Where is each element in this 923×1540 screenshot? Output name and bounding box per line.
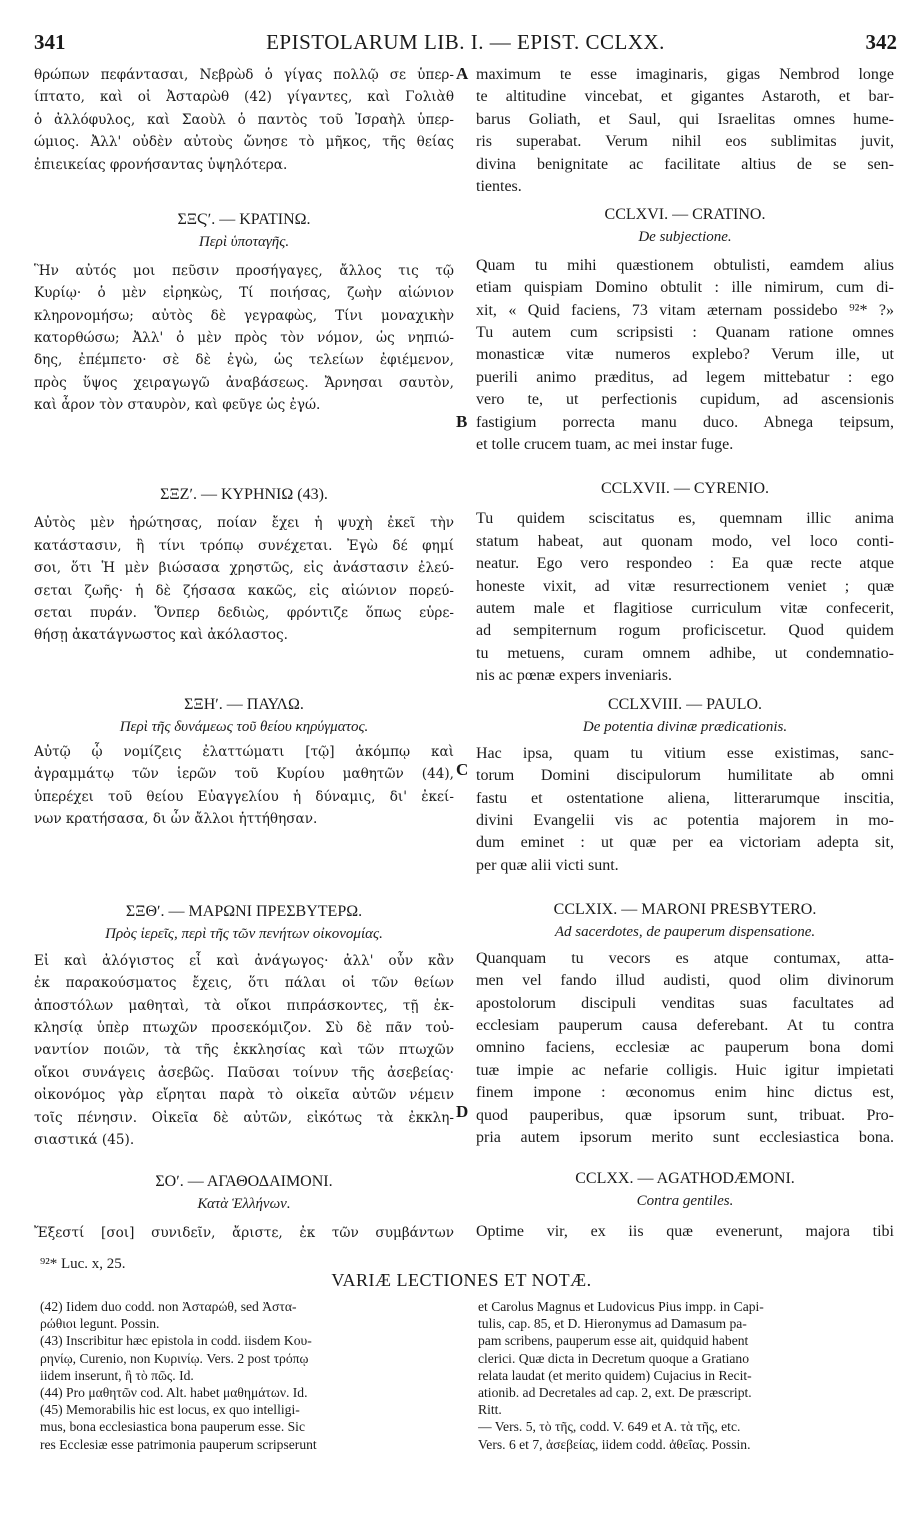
latin-epistle-270 [476, 1168, 894, 1243]
text-line: Tu quidem sciscitatus es, quemnam illic anima [476, 510, 894, 528]
text-line: ώμιος. Ἀλλ' οὐδὲν αὐτοὺς ὤνησε τὸ μῆκος, τῆς θείας [34, 134, 454, 151]
text-line: tientes. [476, 177, 522, 195]
text-line: xit, « Quid faciens, 73 vitam æternam possidebo ⁹²* ?» [476, 301, 894, 319]
running-header [34, 30, 897, 56]
text-line: κλησίᾳ ὑπὲρ πτωχῶν προσεκόμιζον. Σὺ δὲ πᾶν τοὐ- [34, 1019, 454, 1036]
text-line: Quanquam tu vecors es atque contumax, atta- [476, 949, 894, 967]
text-line: Tu autem cum scripsisti : Quanam ratione omnes [476, 323, 894, 341]
text-line: ἀποστόλων μαθηταὶ, τὰ οἴκοι πιπράσκοντες, τῇ ἐκ- [34, 997, 454, 1014]
margin-letter-c: C [456, 760, 469, 779]
text-line: Αὐτὸς μὲν ἠρώτησας, ποίαν ἔχει ἡ ψυχὴ ἐκεῖ τὴν [34, 515, 454, 532]
notes-left-column [40, 1298, 458, 1453]
text-line: puerili animo præditus, ad legem mittebatur : ego [476, 368, 894, 386]
text-line: καὶ ἆρον τὸν σταυρὸν, καὶ φεῦγε ὡς ἐγώ. [34, 397, 321, 414]
text-line: finem impone : œconomus enim hinc dictus est, [476, 1084, 894, 1102]
text-line: τοῖς πένησιν. Οἰκεῖα δὲ αὐτῶν, εἰκότως τὰ ἐκκλη- [34, 1109, 454, 1126]
greek-intro [34, 64, 454, 176]
greek-epistle-267 [34, 484, 454, 647]
latin-epistle-268 [476, 694, 894, 877]
text-line: ὁ ἀλλόφυλος, καὶ Σαοὺλ ὁ παντὸς τοῦ Ἰσραὴλ ὑπερ- [34, 111, 454, 128]
text-line: maximum te esse imaginaris, gigas Nembrod longe [476, 66, 894, 83]
text-line: divini Evangelii vis ac potentia majorem in mo- [476, 811, 894, 829]
text-line: pria autem ipsorum merito sunt ecclesiastica bona. [476, 1128, 894, 1146]
text-line: torum Domini discipulorum humilitate ab omni [476, 767, 894, 785]
text-line: ὑπερέχει τοῦ θείου Εὐαγγελίου ἡ δύναμις, δι' ἐκεί- [34, 788, 454, 805]
text-line: πρὸς ὕψος χειραγωγῶ ἀναβάσεως. Ἄρνησαι σαυτὸν, [34, 374, 454, 391]
note-line: ationib. ad Decretales ad cap. 2, ext. De præscript. [478, 1385, 752, 1401]
epistle-heading: ΣΟʹ. — ΑΓΑΘΟΔΑΙΜΟΝΙ. [155, 1173, 333, 1190]
text-line: quod pauperibus, quæ ipsorum sunt, tribuat. Pro- [476, 1106, 894, 1124]
note-line: ρηνίῳ, Curenio, non Κυρινίῳ. Vers. 2 post τρόπῳ [40, 1350, 309, 1366]
note-line: et Carolus Magnus et Ludovicus Pius impp. in Capi- [478, 1299, 764, 1314]
text-line: κληρονομήσω; αὐτὸς δὲ γεγραφὼς, Τίνι μοναχικὴν [34, 307, 454, 324]
notes-title: VARIÆ LECTIONES ET NOTÆ. [331, 1270, 592, 1290]
text-line: ναντίον ποιῶν, τὰ τῆς ἐκκλησίας καὶ τῶν πτωχῶν [34, 1042, 454, 1059]
text-line: te altitudine vincebat, et gigantes Astaroth, et bar- [476, 88, 894, 106]
text-line: οἰκονόμος γὰρ εἴρηται παρὰ τὸ οἰκεῖα αὐτῶν νέμειν [34, 1087, 454, 1104]
text-line: Ἣν αὐτός μοι πεῦσιν προσήγαγες, ἄλλος τις τῷ [34, 262, 454, 279]
text-line: Hac ipsa, quam tu vitium esse existimas, sanc- [476, 744, 894, 762]
text-line: Κυρίῳ· ὁ μὲν εἰρηκὼς, Τί ποιήσας, ζωὴν αἰώνιον [34, 285, 454, 302]
epistle-subheading: De potentia divinæ prædicationis. [582, 719, 788, 736]
margin-letter-d: D [456, 1102, 469, 1121]
note-line: iidem inserunt, ἢ τὸ πῶς. Id. [40, 1367, 194, 1383]
text-line: σοι, ὅτι Ἡ μὲν βιώσασα χρηστῶς, εἰς ἀνάστασιν ἐλεύ- [34, 560, 454, 577]
right-page-number: 342 [865, 30, 897, 54]
text-line: per quæ alii victi sunt. [476, 856, 619, 874]
text-line: statum habeat, aut quonam modo, vel loco conti- [476, 532, 894, 550]
note-line: (43) Inscribitur hæc epistola in codd. iisdem Κου- [40, 1333, 312, 1349]
epistle-heading: CCLXIX. — MARONI PRESBYTERO. [553, 901, 817, 918]
text-line: honeste vixit, ad vitæ resurrectionem veniet ; quæ [476, 577, 894, 595]
text-line: Quam tu mihi quæstionem obtulisti, eamdem alius [476, 256, 894, 274]
text-line: οἴκοι συνάγεις ἀσεβῶς. Παῦσαι τοίνυν τῆς ἀσεβείας· [34, 1064, 454, 1081]
text-line: ἐκ παρακούσματος ἔχεις, ὅτι πάλαι οἱ τῶν θείων [34, 975, 454, 992]
text-line: nis ac pœnæ expers inveniaris. [476, 667, 672, 685]
text-line: ecclesiam pauperum causa deferebant. At tu contra [476, 1016, 894, 1034]
epistle-heading: CCLXX. — AGATHODÆMONI. [575, 1170, 795, 1187]
epistle-heading: CCLXVI. — CRATINO. [604, 206, 766, 223]
epistle-heading: ΣΞϚʹ. — ΚΡΑΤΙΝΩ. [177, 211, 311, 228]
epistle-heading: ΣΞΗʹ. — ΠΑΥΛΩ. [184, 696, 304, 713]
note-line: ρώθιοι legunt. Possin. [40, 1316, 160, 1332]
text-line: θήσῃ ἀκατάγνωστος καὶ ἀκόλαστος. [34, 627, 288, 644]
note-line: Ritt. [478, 1402, 502, 1418]
text-line: tuæ impie ac nefarie colligis. Huic igitur impietati [476, 1061, 894, 1079]
text-line: σεται ζωῆς· ἡ δὲ ζήσασα κακῶς, εἰς αἰώνιον πορεύ- [34, 582, 454, 599]
greek-epistle-269 [34, 901, 454, 1151]
text-line: dum eminet : ut quæ per ea victoriam adepta sit, [476, 834, 894, 852]
note-line: relata laudat (et merito quidem) Cujacius in Recit- [478, 1367, 752, 1383]
epistle-subheading: Πρὸς ἱερεῖς, περὶ τῆς τῶν πενήτων οἰκονομίας. [105, 926, 383, 943]
text-line: fastu et ostentatione aliena, litterarumque inscitia, [476, 789, 894, 807]
greek-epistle-266 [34, 209, 454, 417]
text-line: Optime vir, ex iis quæ evenerunt, majora tibi [476, 1222, 894, 1240]
text-line: σεται πυράν. Ὅνπερ δεδιὼς, φρόντιζε ὅπως εὑρε- [34, 604, 454, 621]
text-line: fastigium porrecta manu duco. Abnega teipsum, [476, 413, 894, 431]
epistle-subheading: Κατὰ Ἑλλήνων. [197, 1196, 291, 1213]
epistle-heading: CCLXVII. — CYRENIO. [601, 480, 769, 497]
epistle-subheading: De subjectione. [638, 229, 732, 246]
note-line: pam scribens, pauperum esse ait, quidquid habent [478, 1333, 749, 1349]
text-line: σιαστικά (45). [34, 1131, 135, 1148]
epistle-subheading: Ad sacerdotes, de pauperum dispensatione. [554, 924, 816, 941]
text-line: ἐπιεικείας φρονήσαντας ὑψηλότερα. [34, 156, 288, 173]
text-line: et tolle crucem tuam, ac mei instar fuge. [476, 435, 734, 453]
text-line: vero te, ut perfectionis cupidum, ad ascensionis [476, 391, 894, 409]
epistle-subheading: Περὶ ὑποταγῆς. [198, 234, 290, 251]
text-line: monasticæ vitæ numeros explebo? Verum ille, ut [476, 346, 894, 364]
margin-letter-a: A [456, 64, 469, 83]
text-line: ad sempiternum rogum proficiscetur. Quod quidem [476, 622, 894, 640]
note-line: (42) Iidem duo codd. non Ἀσταρώθ, sed Ἀστα- [40, 1299, 297, 1314]
left-page-number: 341 [34, 30, 66, 54]
text-line: apostolorum discipuli venditas suas facultates ad [476, 994, 894, 1012]
epistle-subheading: Περὶ τῆς δυνάμεως τοῦ θείου κηρύγματος. [119, 719, 369, 736]
note-line: — Vers. 5, τὸ τῆς, codd. V. 649 et A. τὰ τῆς, etc. [478, 1419, 741, 1435]
greek-epistle-270 [34, 1171, 454, 1244]
latin-epistle-267 [476, 478, 894, 688]
text-line: ἀγραμμάτῳ τῶν ἱερῶν τοῦ Κυρίου μαθητῶν (44), [34, 766, 454, 783]
epistle-heading: CCLXVIII. — PAULO. [607, 696, 763, 713]
note-line: (44) Pro μαθητῶν cod. Alt. habet μαθημάτων. Id. [40, 1385, 308, 1401]
note-line: Vers. 6 et 7, ἀσεβείας, iidem codd. ἀθεΐας. Possin. [478, 1436, 751, 1452]
note-line: mus, bona ecclesiastica bona pauperum esse. Sic [40, 1419, 305, 1435]
note-line: clerici. Quæ dicta in Decretum quoque a Gratiano [478, 1350, 750, 1366]
text-line: tu metuens, curam omnem adhibe, ut condemnatio- [476, 644, 894, 662]
text-line: θρώπων πεφάντασαι, Νεβρὼδ ὁ γίγας πολλῷ σε ὑπερ- [34, 67, 454, 83]
text-line: Εἰ καὶ ἀλόγιστος εἶ καὶ ἀνάγωγος· ἀλλ' οὖν κἂν [34, 952, 454, 969]
epistle-heading: ΣΞΘʹ. — ΜΑΡΩΝΙ ΠΡΕΣΒΥΤΕΡΩ. [125, 903, 363, 920]
text-line: autem male et flagitiose curriculum vitæ confecerit, [476, 599, 894, 617]
text-line: κατάστασιν, ἢ τίνι τρόπῳ συνέχεται. Ἐγὼ δέ φημί [34, 537, 454, 554]
scripture-footnote: ⁹²* Luc. x, 25. [40, 1256, 126, 1272]
notes-right-column [478, 1298, 892, 1453]
text-line: Ἔξεστί [σοι] συνιδεῖν, ἄριστε, ἐκ τῶν συμβάντων [34, 1224, 454, 1241]
note-line: res Ecclesiæ esse patrimonia pauperum scripserunt [40, 1436, 317, 1452]
text-line: δης, ἐπέμπετο· σὲ δὲ ἐγὼ, ὡς τελείων ἐφιέμενον, [34, 352, 454, 369]
text-line: ίπτατο, καὶ οἱ Ἀσταρὼθ (42) γίγαντες, καὶ Γολιὰθ [34, 89, 454, 106]
text-line: κατορθώσω; Ἀλλ' ὁ μὲν πρὸς τὸν νόμον, ὡς νηπιώ- [34, 329, 454, 346]
text-line: ris superabat. Verum nihil eos sublimitas juvit, [476, 133, 894, 151]
text-line: νων κρατήσασα, δι ὧν ἄλλοι ἡττήθησαν. [34, 810, 318, 827]
text-line: omnino faciens, ecclesiæ ac pauperum bona domi [476, 1039, 894, 1057]
running-title: EPISTOLARUM LIB. I. — EPIST. CCLXX. [266, 30, 665, 54]
text-line: Αὐτῷ ᾧ νομίζεις ἐλαττώματι [τῷ] ἀκόμπῳ καὶ [34, 743, 454, 760]
note-line: (45) Memorabilis hic est locus, ex quo intelligi- [40, 1402, 300, 1418]
latin-epistle-266 [476, 204, 894, 456]
note-line: tulis, cap. 85, et D. Hieronymus ad Damasum pa- [478, 1316, 747, 1332]
greek-epistle-268 [34, 694, 454, 830]
text-line: men vel fando illud audisti, quod olim divinorum [476, 972, 894, 990]
latin-epistle-269 [476, 899, 894, 1149]
text-line: etiam quispiam Domino obtulit : ille nimirum, cum di- [476, 279, 894, 297]
text-line: neatur. Ego vero respondeo : Ea quæ recte atque [476, 555, 894, 573]
latin-intro [476, 64, 894, 198]
margin-letter-b: B [456, 412, 468, 431]
epistle-subheading: Contra gentiles. [636, 1193, 734, 1210]
text-line: divina benignitate ac facilitate altius de se sen- [476, 155, 894, 173]
text-line: barus Goliath, et Saul, qui Israelitas omnes hume- [476, 110, 894, 128]
epistle-heading: ΣΞΖʹ. — ΚΥΡΗΝΙΩ (43). [160, 486, 328, 503]
